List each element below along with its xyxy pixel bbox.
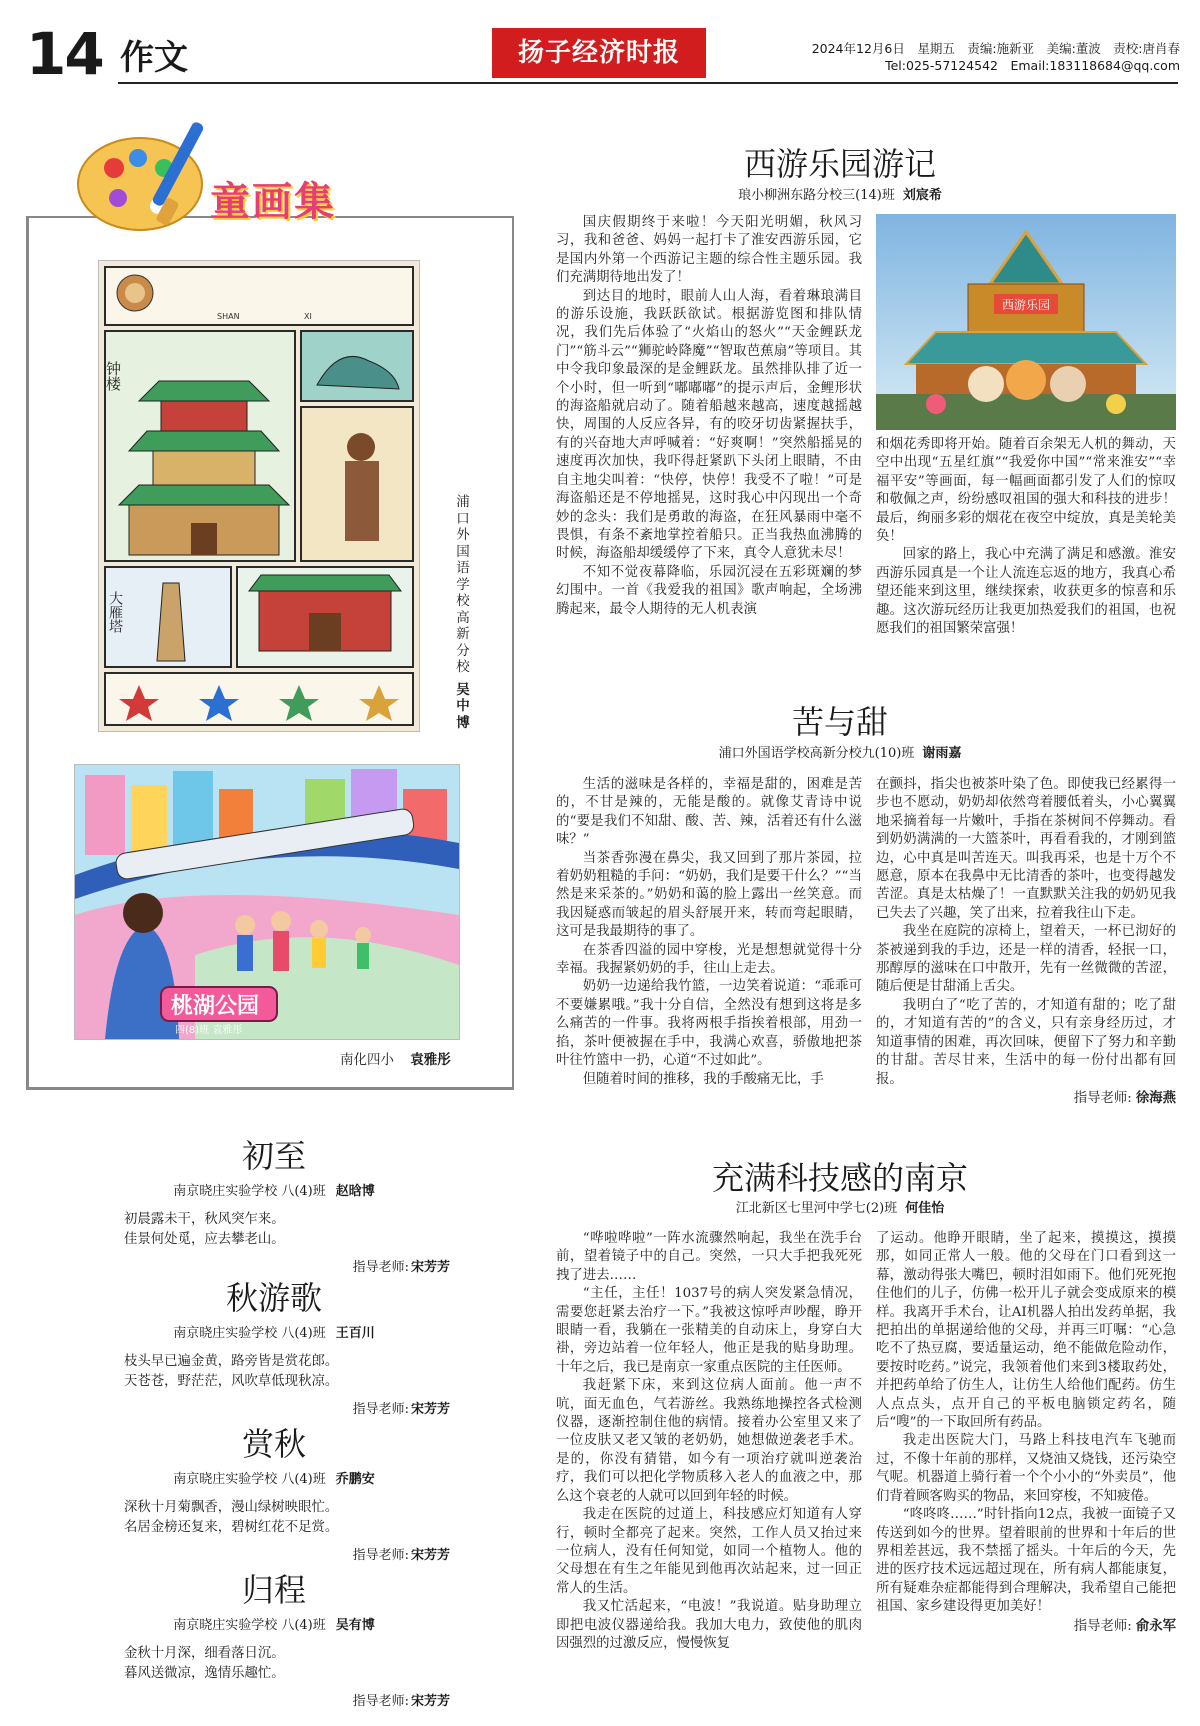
- poem1-teacher-label: 指导老师:: [352, 1260, 409, 1275]
- page-number: 14: [26, 20, 103, 88]
- gallery-title: 童画集: [210, 179, 336, 225]
- article1-col2: [876, 436, 1176, 638]
- article1-para: 回家的路上，我心中充满了满足和感激。淮安西游乐园真是一个让人流连忘返的地方，我真心希望还能来到这里，继续探索，收获更多的惊喜和乐趣。这次游玩经历让我更加热爱我们的祖国，也祝愿我们的祖国繁荣富强！: [876, 547, 1176, 637]
- article2-col1: [556, 776, 862, 1089]
- poem2-title: 秋游歌: [225, 1279, 322, 1317]
- article3-para: 我走出医院大门，马路上科技电汽车飞驰而过，不像十年前的那样，又烧油又烧钱，还污染空气呢。机器道上骑行着一个个小小的“外卖员”，他们背着顾客购买的物品，来回穿梭，不知疲倦。: [876, 1433, 1176, 1504]
- poem3-body: [124, 1498, 484, 1538]
- poem3-author: 乔鹏安: [335, 1472, 375, 1487]
- poem4-school: 南京晓庄实验学校 八(4)班: [173, 1618, 326, 1633]
- article3-teacher: [876, 1617, 1176, 1636]
- poem1-author: 赵晗博: [335, 1184, 375, 1199]
- art1-credit: [452, 494, 474, 731]
- poem2-byline: [74, 1322, 474, 1341]
- article2-para: 我明白了“吃了苦的，才知道有甜的；吃了甜的，才知道有苦的”的含义，只有亲身经历过，才知道事情的困难，再次回味，便留下了努力和辛勤的甘甜。苦尽甘来，生活中的每一份付出都有回报。: [876, 997, 1176, 1087]
- art1-label-xi: XI: [304, 312, 312, 321]
- article1-title: 西游乐园游记: [743, 145, 936, 183]
- article1-para: 国庆假期终于来啦！今天阳光明媚，秋风习习，我和爸爸、妈妈一起打卡了淮安西游乐园，它是国内外第一个西游记主题的综合性主题乐园。我们充满期待地出发了！: [556, 215, 862, 286]
- header-info: [760, 40, 1180, 74]
- poem2-teacher-name: 宋芳芳: [410, 1402, 450, 1417]
- poem4-teacher: [270, 1690, 450, 1709]
- poem3-school: 南京晓庄实验学校 八(4)班: [173, 1472, 326, 1487]
- article3-col1: [556, 1230, 862, 1653]
- poem1-body: [124, 1210, 484, 1250]
- poem2-teacher-label: 指导老师:: [352, 1402, 409, 1417]
- article3-school: 江北新区七里河中学七(2)班: [735, 1201, 898, 1216]
- art1-label-bell-tower: 钟楼: [104, 361, 122, 391]
- article1-author: 刘宸希: [902, 188, 942, 203]
- poem3-byline: [74, 1468, 474, 1487]
- header-contact: Tel:025-57124542 Email:183118684@qq.com: [885, 58, 1180, 73]
- article3-para: 我又忙活起来，“电波！”我说道。贴身助理立即把电波仪器递给我。我加大电力，致使他的肌肉因强烈的过激反应，慢慢恢复: [556, 1599, 862, 1651]
- poem3-teacher: [270, 1544, 450, 1563]
- art1-author: 吴中博: [456, 681, 470, 731]
- poem1-school: 南京晓庄实验学校 八(4)班: [173, 1184, 326, 1199]
- poem2-author: 王百川: [335, 1326, 375, 1341]
- article1-byline: [640, 187, 1040, 205]
- article2-teacher-label: 指导老师:: [1073, 1090, 1132, 1106]
- article3-para: “咚咚咚……”时针指向12点，我被一面镜子又传送到如今的世界。望着眼前的世界和十年后的世界相差甚远，我不禁摇了摇头。十年后的今天，先进的医疗技术远远超过现在，所有病人都能康复，所有疑难杂症都能得到合理解决，我希望自己能把祖国、家乡建设得更加美好！: [876, 1507, 1176, 1615]
- article2-para: 在颤抖，指尖也被茶叶染了色。即使我已经累得一步也不愿动，奶奶却依然弯着腰低着头，小心翼翼地采摘着每一片嫩叶，手指在茶树间不停舞动。看到奶奶满满的一大篮茶叶，再看看我的，才刚到篮边，心中真是叫苦连天。叫我再采，也是十万个不愿意，原本在我鼻中无比清香的茶叶，也变得越发苦涩。真是太枯燥了！一直默默关注我的奶奶见我已失去了兴趣，笑了出来，拉着我往山下走。: [876, 777, 1176, 921]
- poem3-line: 名居金榜还复来，碧树红花不足赏。: [124, 1520, 339, 1535]
- article1-photo-sign: 西游乐园: [1002, 298, 1051, 312]
- newspaper-masthead: [492, 28, 706, 78]
- article2-para: 但随着时间的推移，我的手酸痛无比，手: [582, 1071, 824, 1087]
- header-rule: [118, 82, 1178, 84]
- poem1-line: 佳景何处觅，应去攀老山。: [124, 1232, 285, 1247]
- article2-para: 在茶香四溢的园中穿梭，光是想想就觉得十分幸福。我握紧奶奶的手，往山上走去。: [556, 942, 862, 977]
- poem4-teacher-name: 宋芳芳: [410, 1694, 450, 1709]
- poem4-title: 归程: [241, 1571, 306, 1609]
- poem3-teacher-label: 指导老师:: [352, 1548, 409, 1563]
- art1-label-shan: SHAN: [217, 312, 240, 321]
- article1-col1: [556, 214, 862, 619]
- article3-para: “哗啦哗啦”一阵水流骤然响起，我坐在洗手台前，望着镜子中的自己。突然，一只大手把我死死拽了进去……: [556, 1231, 862, 1283]
- article2-para: 奶奶一边递给我竹篮，一边笑着说道：“乖乖可不要嫌累哦。”我十分自信，全然没有想到这将是多么痛苦的一件事。我将两根手指挨着根部，用劲一掐，茶叶便被握在手中，我满心欢喜，骄傲地把茶叶往竹篮中一扔，心道“不过如此”。: [556, 979, 862, 1069]
- poem4-line: 金秋十月深，细看落日沉。: [124, 1646, 285, 1661]
- art2-credit: [340, 1048, 451, 1068]
- poem4-line: 暮风送微凉，逸情乐趣忙。: [124, 1666, 285, 1681]
- article1-para: 不知不觉夜幕降临，乐园沉浸在五彩斑斓的梦幻围中。一首《我爱我的祖国》歌声响起，全场沸腾起来，最令人期待的无人机表演: [556, 564, 862, 617]
- header-editors: 2024年12月6日 星期五 责编:施新亚 美编:董波 责校:唐肖春: [811, 41, 1180, 56]
- article2-para: 当茶香弥漫在鼻尖，我又回到了那片茶园，拉着奶奶粗糙的手问：“奶奶，我们是要干什么？”“当然是来采茶的。”奶奶和蔼的脸上露出一丝笑意。而我因疑惑而皱起的眉头舒展开来，转而弯起眼睛，这可是我最期待的事了。: [556, 850, 862, 940]
- poem2-line: 天苍苍，野茫茫，风吹草低现秋凉。: [124, 1374, 339, 1389]
- poem4-teacher-label: 指导老师:: [352, 1694, 409, 1709]
- art1-school: 浦口外国语学校高新分校: [456, 494, 470, 675]
- art2-class-label: 四(8)班 袁雅彤: [175, 1025, 243, 1036]
- poem3-teacher-name: 宋芳芳: [410, 1548, 450, 1563]
- masthead-title: 扬子经济时报: [517, 38, 680, 68]
- article2-school: 浦口外国语学校高新分校九(10)班: [718, 746, 915, 761]
- article1-para: 和烟花秀即将开始。随着百余架无人机的舞动，天空中出现“五星红旗”“我爱你中国”“常来淮安”“幸福平安”等画面，每一幅画面都引发了人们的惊叹和敬佩之声，纷纷感叹祖国的强大和科技的进步！最后，绚丽多彩的烟花在夜空中绽放，真是美轮美奂！: [876, 437, 1176, 545]
- article2-author: 谢雨嘉: [922, 746, 962, 761]
- article2-title: 苦与甜: [791, 703, 888, 741]
- article1-photo: [876, 214, 1176, 430]
- poem3-title: 赏秋: [241, 1425, 306, 1463]
- page-header: [0, 0, 1200, 100]
- drawing-taohu-park: [74, 764, 460, 1040]
- article2-teacher: [876, 1089, 1176, 1108]
- article3-para: “主任，主任！1037号的病人突发紧急情况，需要您赶紧去治疗一下。”我被这惊呼声吵醒，睁开眼睛一看，我躺在一张精美的自动床上，身穿白大褂，旁边站着一位年轻人，他正是我的贴身助理。十年之后，我已是南京一家重点医院的主任医师。: [556, 1286, 862, 1375]
- article3-byline: [620, 1200, 1060, 1218]
- poem2-body: [124, 1352, 484, 1392]
- poem3-line: 深秋十月菊飘香，漫山绿树映眼忙。: [124, 1500, 339, 1515]
- article2-byline: [640, 745, 1040, 763]
- article1-para: 到达目的地时，眼前人山人海，看着琳琅满目的游乐设施，我跃跃欲试。根据游览图和排队情况，我们先后体验了“火焰山的怒火”“天金鲤跃龙门”“筋斗云”“狮驼岭降魔”“智取芭蕉扇”等项目。其中令我印象最深的是金鲤跃龙。虽然排队排了近一个小时，但一听到“嘟嘟嘟”的提示声后，金鲤形状的海盗船就启动了。随着船越来越高，速度越摇越快，周围的人反应各异，有的咬牙切齿紧握扶手，有的兴奋地大声呼喊着：“好爽啊！”突然船摇晃的速度再次加快，我吓得赶紧趴下头闭上眼睛，不由自主地尖叫着：“快停，快停！我受不了啦！”可是海盗船还是不停地摇晃，这时我心中闪现出一个奇妙的念头：我们是勇敢的海盗，在狂风暴雨中毫不畏惧，有条不紊地掌控着船只。正当我热血沸腾的时候，海盗船却缓缓停了下来，真令人意犹未尽！: [556, 288, 862, 562]
- article2-teacher-name: 徐海燕: [1135, 1089, 1176, 1106]
- article2-para: 我坐在庭院的凉椅上，望着天，一杯已沏好的茶被递到我的手边，还是一样的清香，轻抿一口，那醇厚的滋味在口中散开，先有一丝微微的苦涩，随后便是甘甜涌上舌尖。: [876, 924, 1176, 995]
- article3-teacher-label: 指导老师:: [1073, 1618, 1132, 1634]
- article3-author: 何佳怡: [905, 1201, 945, 1216]
- article3-col2: [876, 1230, 1176, 1636]
- article2-para: 生活的滋味是各样的，幸福是甜的，困难是苦的，不甘是辣的，无能是酸的。就像艾青诗中说的“要是我们不知甜、酸、苦、辣，活着还有什么滋味？”: [556, 777, 862, 848]
- art2-park-sign: 桃湖公园: [171, 994, 260, 1019]
- poem4-byline: [74, 1614, 474, 1633]
- art1-label-wild-goose-pagoda: 大雁塔: [107, 591, 123, 633]
- article3-para: 了运动。他睁开眼睛，坐了起来，摸摸这，摸摸那，如同正常人一般。他的父母在门口看到这一幕，激动得张大嘴巴，顿时泪如雨下。他们死死抱住他们的儿子，仿佛一松开儿子就会变成原来的模样。我离开手术台，让AI机器人拍出发药单据，我把拍出的单据递给他的父母，并再三叮嘱：“心急吃不了热豆腐，要适量运动，绝不能做危险动作，要按时吃药。”说完，我领着他们来到3楼取药处，并把药单给了仿生人，让仿生人给他们配药。仿生人点点头，点开自己的平板电脑锁定药名，随后“嗖”的一下取回所有药品。: [876, 1231, 1176, 1431]
- article3-para: 我走在医院的过道上，科技感应灯知道有人穿行，顿时全都亮了起来。突然，工作人员又抬过来一位病人，没有任何知觉，如同一个植物人。他的父母想在有生之年能见到他再次站起来，过一回正常人的生活。: [556, 1507, 862, 1596]
- section-title: 作文: [120, 38, 188, 78]
- drawing-xian-landmarks: [98, 260, 420, 732]
- article3-teacher-name: 俞永军: [1135, 1617, 1176, 1634]
- poem1-teacher: [270, 1256, 450, 1275]
- poem2-teacher: [270, 1398, 450, 1417]
- poem1-teacher-name: 宋芳芳: [410, 1260, 450, 1275]
- poem4-author: 吴有博: [335, 1618, 375, 1633]
- poem1-byline: [74, 1180, 474, 1199]
- article2-col2: [876, 776, 1176, 1108]
- art2-author: 袁雅彤: [410, 1052, 451, 1068]
- article3-para: 我赶紧下床，来到这位病人面前。他一声不吭，面无血色，气若游丝。我熟练地操控各式检测仪器，逐渐控制住他的病情。接着办公室里又来了一位皮肤又老又皱的老奶奶，她想做逆袭老手术。是的，你没有猜错，如今有一项治疗就叫逆袭治疗，我们可以把化学物质移入老人的血液之中，那么这个衰老的人就可以回到年轻的时候。: [556, 1378, 862, 1504]
- article1-school: 琅小柳洲东路分校三(14)班: [738, 188, 895, 203]
- poem4-body: [124, 1644, 484, 1684]
- art2-school: 南化四小: [340, 1052, 394, 1068]
- article3-title: 充满科技感的南京: [711, 1159, 968, 1197]
- poem2-school: 南京晓庄实验学校 八(4)班: [173, 1326, 326, 1341]
- poem2-line: 枝头早已遍金黄，路旁皆是赏花郎。: [124, 1354, 339, 1369]
- poem1-line: 初晨露未干，秋风突乍来。: [124, 1212, 285, 1227]
- poem1-title: 初至: [241, 1137, 306, 1175]
